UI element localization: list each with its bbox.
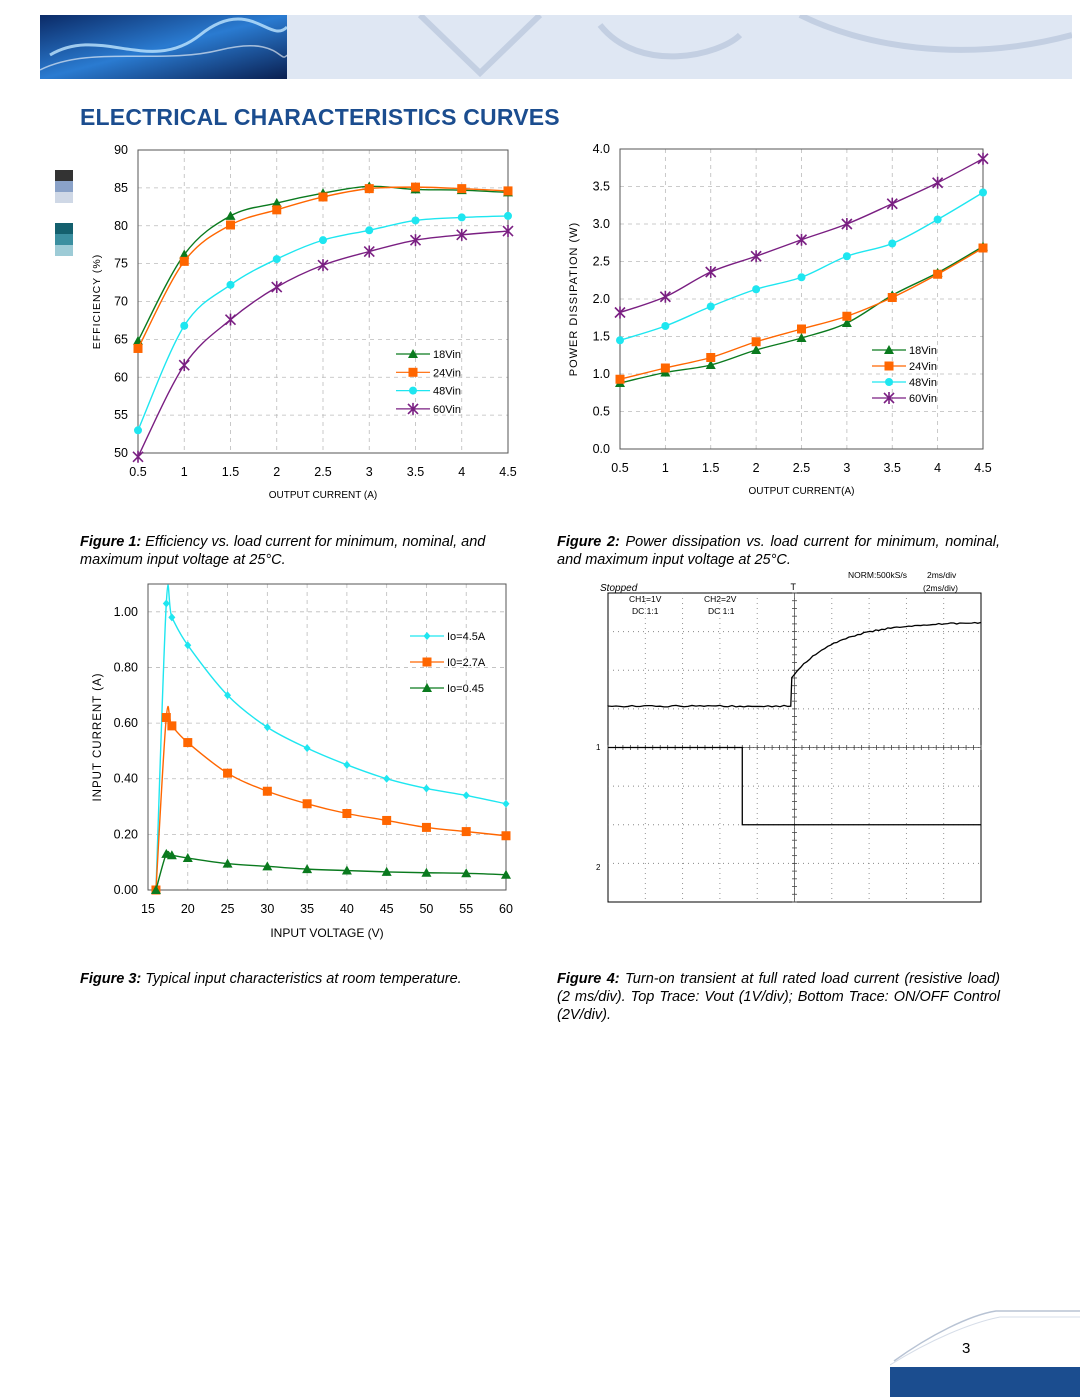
x-tick-label: 15 (141, 902, 155, 916)
data-point (423, 784, 430, 792)
y-tick-label: 2.5 (592, 254, 610, 269)
x-tick-label: 1.5 (702, 461, 720, 475)
x-axis-label: OUTPUT CURRENT(A) (748, 486, 855, 497)
data-point (615, 307, 625, 319)
x-tick-label: 30 (260, 902, 275, 916)
scope-sample-rate: NORM:500kS/s (848, 570, 908, 580)
data-point (412, 216, 420, 224)
data-point (933, 270, 942, 279)
y-tick-label: 0.5 (592, 404, 610, 419)
data-point (661, 322, 669, 330)
data-point (979, 189, 987, 197)
scope-timebase-2: (2ms/div) (923, 583, 958, 593)
figure-3-caption: Figure 3: Typical input characteristics at room temperature. (80, 971, 462, 987)
input-characteristics-chart (0, 580, 540, 960)
legend-label: I0=2.7A (447, 657, 486, 669)
data-point (226, 220, 235, 229)
x-tick-label: 4 (934, 461, 942, 475)
power-dissipation-chart (540, 135, 1080, 515)
y-tick-label: 65 (114, 332, 128, 347)
data-point (343, 761, 350, 769)
data-point (934, 216, 942, 224)
x-tick-label: 4 (458, 465, 466, 479)
data-point (411, 183, 420, 192)
data-point (304, 744, 311, 752)
ch2-coupling: DC 1:1 (708, 606, 735, 616)
legend-marker (424, 632, 431, 640)
x-tick-label: 1 (661, 461, 669, 475)
x-axis-label: INPUT VOLTAGE (V) (270, 926, 384, 940)
ch1-coupling: DC 1:1 (632, 606, 659, 616)
efficiency-chart (0, 135, 540, 515)
x-tick-label: 3 (843, 461, 851, 475)
x-tick-label: 35 (300, 902, 315, 916)
data-point (797, 234, 807, 246)
figure-4-caption: Figure 4: Turn-on transient at full rated load current (resistive load) (2 ms/div). Top Trace: Vout (1V/div); Bottom Trace: ON/OFF Control (2V/div). (557, 971, 1000, 1023)
legend-marker (885, 362, 894, 371)
x-tick-label: 4.5 (974, 461, 992, 475)
x-tick-label: 50 (419, 902, 434, 916)
x-tick-label: 1.5 (221, 465, 240, 479)
data-point (227, 281, 235, 289)
legend-label: 24Vin (909, 361, 937, 373)
plot-frame (148, 584, 506, 890)
data-point (272, 205, 281, 214)
data-point (504, 186, 513, 195)
y-axis-label: EFFICIENCY (%) (91, 253, 103, 350)
x-tick-label: 55 (459, 902, 474, 916)
legend-label: 48Vin (909, 377, 937, 389)
trigger-marker: T (790, 582, 796, 592)
x-tick-label: 40 (339, 902, 354, 916)
data-point (843, 252, 851, 260)
data-point (503, 800, 510, 808)
data-point (707, 303, 715, 311)
x-tick-label: 4.5 (499, 465, 517, 479)
footer-graphic (890, 1305, 1080, 1397)
y-tick-label: 2.0 (592, 292, 610, 306)
data-point (706, 266, 716, 278)
data-point (978, 153, 988, 165)
x-tick-label: 25 (220, 902, 235, 916)
data-point (319, 192, 328, 201)
y-tick-label: 90 (114, 143, 128, 157)
data-point (751, 250, 761, 262)
legend-marker (423, 658, 432, 667)
y-tick-label: 0.80 (113, 660, 138, 675)
ch2-scale: CH2=2V (704, 594, 737, 604)
legend-label: 24Vin (433, 367, 461, 380)
figure-1-caption: Figure 1: Efficiency vs. load current for minimum, nominal, and maximum input voltage at 25°C. (80, 534, 486, 568)
x-tick-label: 0.5 (611, 461, 629, 475)
data-point (887, 198, 897, 210)
data-point (616, 336, 624, 344)
ch1-marker: 1 (596, 743, 601, 752)
x-tick-label: 20 (180, 902, 195, 916)
data-point (933, 177, 943, 189)
data-point (263, 787, 272, 796)
series-line-Io=0.45 (156, 851, 506, 890)
y-tick-label: 55 (114, 408, 128, 423)
data-point (842, 312, 851, 321)
data-point (364, 246, 374, 258)
x-tick-label: 45 (379, 902, 394, 916)
legend-label: Io=4.5A (447, 631, 486, 643)
y-axis-label: POWER DISSIPATION (W) (568, 221, 580, 377)
y-tick-label: 70 (114, 294, 128, 309)
data-point (319, 236, 327, 244)
y-tick-label: 1.00 (113, 604, 138, 619)
data-point (180, 322, 188, 330)
x-tick-label: 2 (273, 465, 281, 479)
x-tick-label: 2.5 (792, 461, 811, 475)
data-point (167, 721, 176, 730)
data-point (457, 184, 466, 193)
data-point (272, 281, 282, 293)
data-point (382, 816, 391, 825)
series-line-I0=2.7A (156, 706, 506, 890)
data-point (179, 359, 189, 371)
y-tick-label: 50 (114, 446, 128, 460)
x-tick-label: 3.5 (406, 465, 425, 479)
y-tick-label: 85 (114, 180, 128, 195)
data-point (223, 769, 232, 778)
data-point (273, 255, 281, 263)
y-tick-label: 4.0 (592, 142, 610, 156)
data-point (318, 259, 328, 271)
legend-label: 48Vin (433, 385, 461, 398)
y-tick-label: 0.0 (592, 442, 610, 456)
data-point (752, 337, 761, 346)
x-tick-label: 60 (499, 902, 513, 916)
y-tick-label: 0.60 (113, 716, 138, 731)
figure-2-caption: Figure 2: Power dissipation vs. load current for minimum, nominal, and maximum input voltage at 25°C. (557, 534, 1001, 568)
data-point (303, 799, 312, 808)
header-banner (40, 15, 1072, 79)
ch1-scale: CH1=1V (629, 594, 662, 604)
scope-status: Stopped (600, 583, 638, 594)
legend-label: Io=0.45 (447, 683, 485, 695)
data-point (226, 314, 236, 326)
data-point (616, 375, 625, 384)
legend-marker (885, 378, 893, 386)
data-point (342, 809, 351, 818)
legend-label: 18Vin (909, 345, 937, 357)
data-point (365, 184, 374, 193)
data-point (264, 723, 271, 731)
x-tick-label: 2 (752, 461, 760, 475)
data-point (134, 426, 142, 434)
data-point (752, 285, 760, 293)
y-tick-label: 75 (114, 256, 128, 271)
data-point (888, 293, 897, 302)
data-point (168, 613, 175, 621)
y-tick-label: 0.00 (113, 883, 138, 897)
x-tick-label: 3 (365, 465, 373, 479)
y-axis-label: INPUT CURRENT (A) (92, 672, 104, 802)
ch2-marker: 2 (596, 863, 601, 872)
data-point (133, 451, 143, 463)
data-point (842, 218, 852, 230)
x-tick-label: 3.5 (883, 461, 901, 475)
legend-label: 60Vin (909, 393, 937, 405)
y-tick-label: 1.5 (592, 329, 610, 344)
legend-marker (409, 387, 417, 395)
data-point (422, 823, 431, 832)
data-point (462, 827, 471, 836)
page-title: ELECTRICAL CHARACTERISTICS CURVES (80, 104, 560, 130)
y-tick-label: 80 (114, 218, 128, 233)
y-tick-label: 3.0 (592, 217, 610, 231)
x-tick-label: 2.5 (314, 465, 332, 479)
data-point (504, 212, 512, 220)
page-number: 3 (962, 1340, 971, 1357)
legend-label: 18Vin (433, 349, 461, 361)
data-point (226, 211, 236, 220)
y-tick-label: 60 (114, 370, 128, 385)
data-point (706, 353, 715, 362)
data-point (660, 291, 670, 303)
data-point (798, 273, 806, 281)
data-point (180, 257, 189, 266)
data-point (661, 364, 670, 373)
data-point (162, 713, 171, 722)
data-point (383, 775, 390, 783)
data-point (365, 226, 373, 234)
y-tick-label: 1.0 (592, 367, 610, 381)
y-tick-label: 0.40 (113, 771, 138, 786)
data-point (463, 791, 470, 799)
y-tick-label: 0.20 (113, 827, 138, 842)
x-tick-label: 1 (180, 465, 188, 479)
data-point (183, 738, 192, 747)
data-point (134, 344, 143, 353)
scope-timebase: 2ms/div (927, 570, 957, 580)
legend-marker (409, 368, 418, 377)
data-point (797, 325, 806, 334)
legend-label: 60Vin (433, 403, 461, 416)
data-point (888, 240, 896, 248)
turn-on-transient-scope (540, 560, 1080, 940)
data-point (502, 831, 511, 840)
y-tick-label: 3.5 (592, 179, 610, 194)
data-point (979, 244, 988, 253)
x-axis-label: OUTPUT CURRENT (A) (268, 490, 378, 501)
x-tick-label: 0.5 (129, 465, 147, 479)
data-point (458, 213, 466, 221)
